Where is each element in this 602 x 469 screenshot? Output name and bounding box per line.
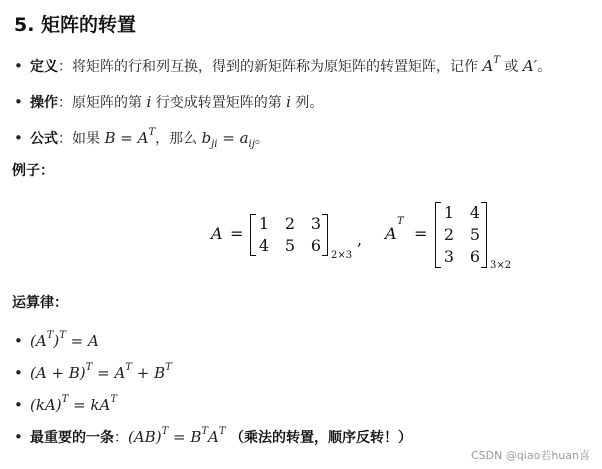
colon: ： <box>58 95 72 111</box>
rules-heading: 运算律： <box>12 295 68 311</box>
left-bracket <box>250 214 256 256</box>
comma-separator: , <box>357 230 363 249</box>
period: 。 <box>254 131 269 147</box>
matrix-a-dimension: 2×3 <box>331 250 353 261</box>
matrix-at-cell: 5 <box>469 225 481 244</box>
section-title: 5. 矩阵的转置 <box>14 14 137 36</box>
matrix-a-cell: 4 <box>258 236 270 255</box>
transpose-superscript: T <box>161 426 169 438</box>
transpose-superscript: T <box>46 330 54 342</box>
formula-text: ，那么 <box>155 131 202 147</box>
rule-item <box>12 325 592 357</box>
plus-sign: + <box>131 364 155 382</box>
transpose-superscript: T <box>201 426 209 438</box>
operation-text: 列。 <box>290 95 324 111</box>
operation-text: 行变成转置矩阵的第 <box>151 95 287 111</box>
colon: ： <box>58 131 72 147</box>
right-bracket <box>481 202 487 268</box>
rule-expression: (AB) <box>128 428 162 446</box>
matrix-at-name: A <box>385 224 397 243</box>
rule-expression: (kA) <box>30 396 62 414</box>
matrix-a-cell: 1 <box>258 214 270 233</box>
rule-item <box>12 389 592 421</box>
transpose-superscript: T <box>493 55 500 67</box>
example-matrices <box>0 200 602 274</box>
matrix-a-cell: 3 <box>310 214 322 233</box>
definition-text-or: 或 <box>499 59 523 75</box>
index-variable: i <box>146 93 152 111</box>
transpose-superscript: T <box>125 362 132 374</box>
math-symbol: B <box>104 129 116 147</box>
formula-item <box>12 120 592 156</box>
operation-text: 原矩阵的第 <box>72 95 147 111</box>
matrix-at-dimension: 3×2 <box>490 260 512 271</box>
matrix-a-cell: 5 <box>284 236 296 255</box>
index-subscript: ji <box>211 138 218 150</box>
equals-sign: = <box>115 129 138 147</box>
matrix-at-cell: 6 <box>469 247 481 266</box>
rule-expression: (A <box>30 332 47 350</box>
operation-item <box>12 84 592 120</box>
index-subscript: ij <box>248 138 255 150</box>
transpose-superscript: T <box>218 426 226 438</box>
operation-label: 操作 <box>30 95 58 111</box>
equals-sign: = <box>217 129 240 147</box>
math-symbol: a <box>239 129 249 147</box>
definition-list <box>12 48 592 156</box>
definition-text: 将矩阵的行和列互换，得到的新矩阵称为原矩阵的转置矩阵，记作 <box>72 59 483 75</box>
definition-item <box>12 48 592 84</box>
rule-expression: B <box>190 428 202 446</box>
right-bracket <box>322 214 328 256</box>
example-heading: 例子： <box>12 163 54 179</box>
matrix-at-cell: 2 <box>443 225 455 244</box>
rule-expression: A <box>208 428 219 446</box>
equals-sign: = <box>68 396 91 414</box>
transpose-superscript: T <box>397 216 404 227</box>
rule-label: 最重要的一条 <box>30 430 114 446</box>
matrix-a-cell: 2 <box>284 214 296 233</box>
index-variable: i <box>286 93 291 111</box>
equals-sign: = <box>414 224 428 243</box>
math-symbol: b <box>201 129 212 147</box>
rule-expression: B <box>154 364 166 382</box>
math-symbol-prime: A′ <box>522 57 538 75</box>
rule-expression: (A + B) <box>30 364 86 382</box>
matrix-a-name: A <box>211 224 223 243</box>
transpose-superscript: T <box>61 394 69 406</box>
formula-text: 如果 <box>72 131 105 147</box>
transpose-superscript: T <box>148 127 156 139</box>
transpose-superscript: T <box>110 394 118 406</box>
definition-label: 定义 <box>30 59 58 75</box>
colon: ： <box>114 430 128 446</box>
equals-sign: = <box>230 224 244 243</box>
rule-note: （乘法的转置，顺序反转！） <box>230 430 413 446</box>
rule-expression: A <box>88 332 99 350</box>
transpose-superscript: T <box>59 330 66 342</box>
equals-sign: = <box>65 332 88 350</box>
rule-item <box>12 357 592 389</box>
transpose-superscript: T <box>165 362 172 374</box>
period: 。 <box>537 59 552 75</box>
rules-list <box>12 325 592 453</box>
math-symbol: A <box>137 129 149 147</box>
transpose-superscript: T <box>85 362 93 374</box>
equals-sign: = <box>92 364 115 382</box>
matrix-at-cell: 4 <box>469 203 481 222</box>
rule-expression: A <box>114 364 126 382</box>
matrix-a-cell: 6 <box>310 236 322 255</box>
math-symbol: A <box>482 57 494 75</box>
rule-expression: ) <box>53 332 60 350</box>
colon: ： <box>58 59 72 75</box>
equals-sign: = <box>168 428 191 446</box>
formula-label: 公式 <box>30 131 58 147</box>
left-bracket <box>435 202 441 268</box>
matrix-at-cell: 3 <box>443 247 455 266</box>
watermark: CSDN @qiao若huan喜 <box>470 449 590 462</box>
matrix-at-cell: 1 <box>443 203 455 222</box>
rule-expression: kA <box>90 396 111 414</box>
